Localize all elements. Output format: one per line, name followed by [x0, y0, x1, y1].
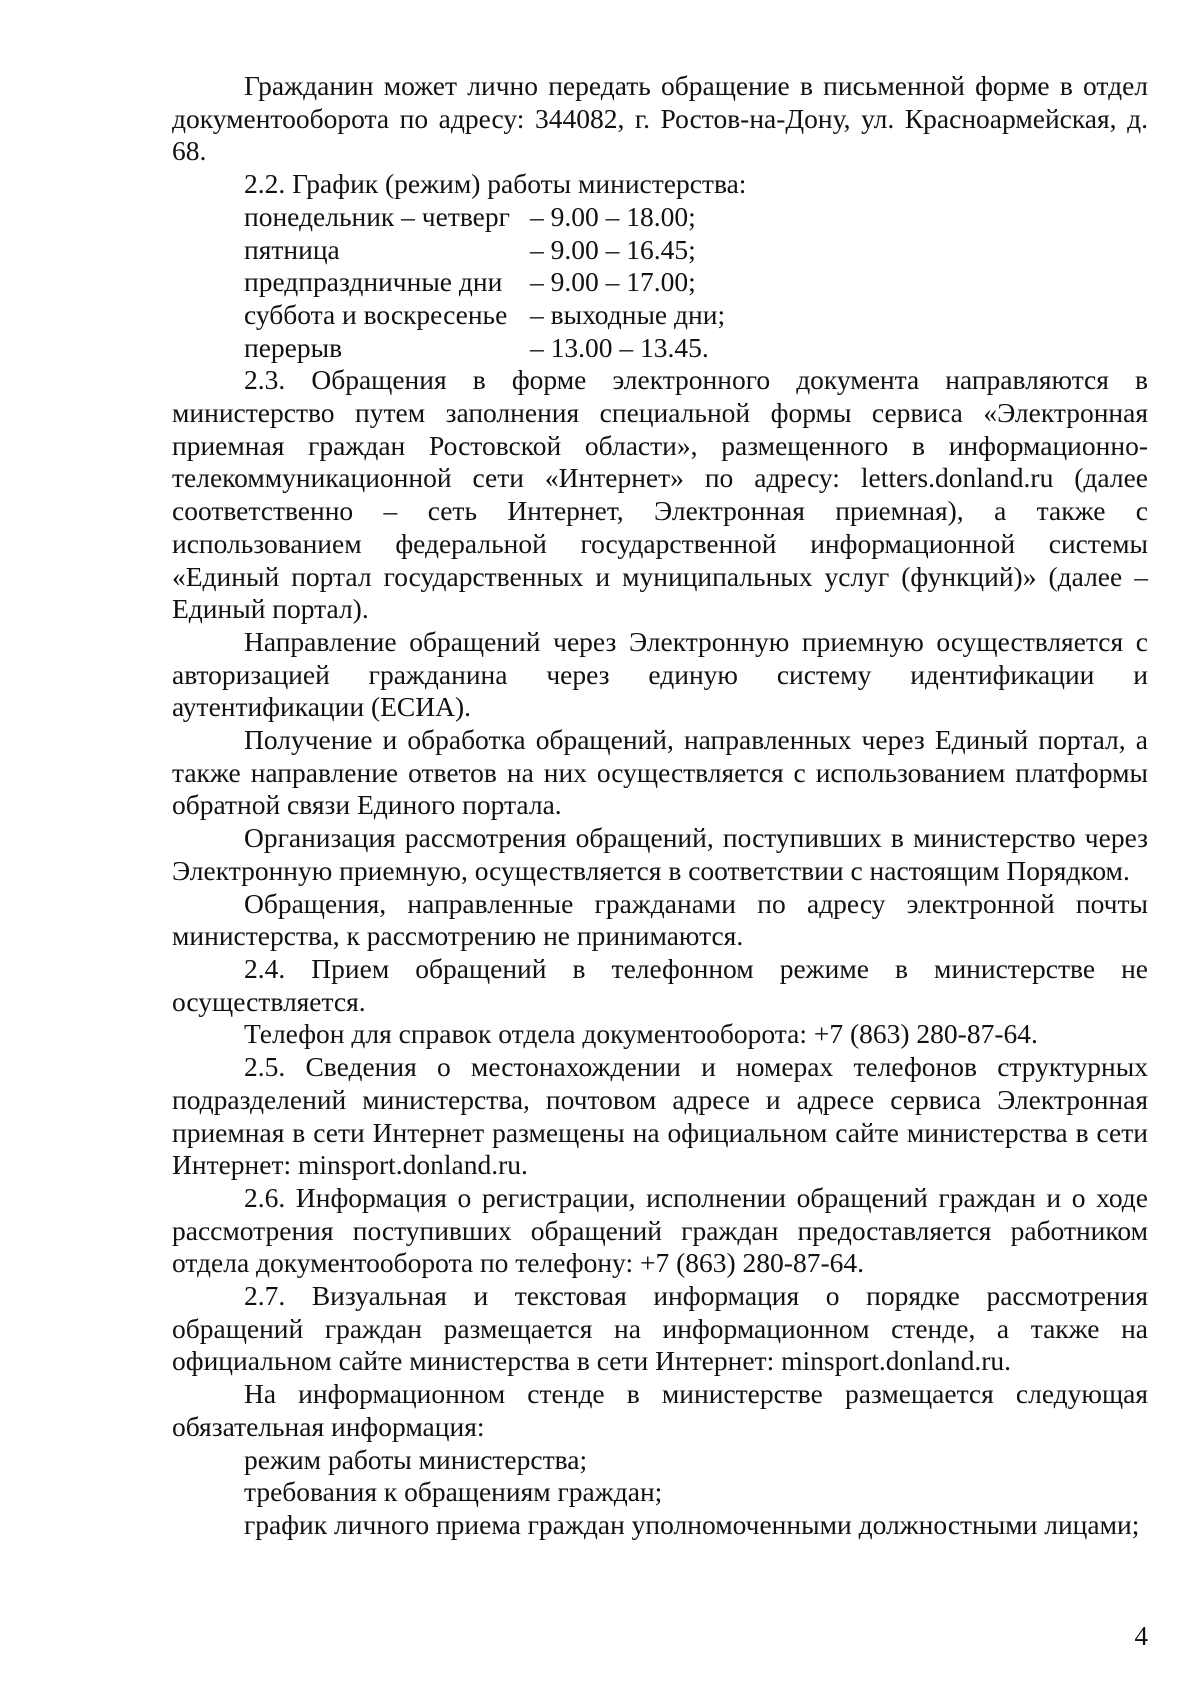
paragraph-2-3-electronic-appeals: 2.3. Обращения в форме электронного документа направляются в министерство путем заполнения специальной формы сервиса «Электронная приемная граждан Ростовской области», размещенного в информационно-телекоммуникационной сети «Интернет» по адресу: letters.donland.ru (далее соответственно – сеть Интернет, Электронная приемная), а также с использованием федеральной государственной информационной системы «Единый портал государственных и муниципальных услуг (функций)» (далее – Единый портал). [172, 364, 1148, 625]
paragraph-reference-phone: Телефон для справок отдела документооборота: +7 (863) 280-87-64. [244, 1018, 1038, 1050]
paragraph-unified-portal-processing: Получение и обработка обращений, направленных через Единый портал, а также направление ответов на них осуществляется с использованием платформы обратной связи Единого портала. [172, 724, 1148, 821]
paragraph-esia-authorization: Направление обращений через Электронную приемную осуществляется с авторизацией гражданина через единую систему идентификации и аутентификации (ЕСИА). [172, 625, 1148, 723]
schedule-row [244, 332, 1148, 365]
schedule-time: – выходные дни; [530, 298, 726, 330]
list-item-reception-schedule: график личного приема граждан уполномоченными должностными лицами; [244, 1508, 1140, 1540]
schedule-row [244, 266, 1148, 299]
paragraph-schedule-heading: 2.2. График (режим) работы министерства: [244, 168, 747, 200]
schedule-day: пятница [244, 233, 340, 265]
list-item-requirements: требования к обращениям граждан; [244, 1476, 663, 1508]
paragraph-info-stand: На информационном стенде в министерстве размещается следующая обязательная информация: [172, 1378, 1148, 1442]
paragraph-review-organization: Организация рассмотрения обращений, поступивших в министерство через Электронную приемную, осуществляется в соответствии с настоящим Порядком. [172, 822, 1148, 886]
paragraph-2-4-phone-reception: 2.4. Прием обращений в телефонном режиме в министерстве не осуществляется. [172, 952, 1148, 1017]
schedule-row [244, 201, 1148, 234]
paragraph-2-7-visual-info: 2.7. Визуальная и текстовая информация о порядке рассмотрения обращений граждан размещается на информационном стенде, а также на официальном сайте министерства в сети Интернет: minsport.donland.ru. [172, 1280, 1148, 1377]
paragraph-email-not-accepted: Обращения, направленные гражданами по адресу электронной почты министерства, к рассмотрению не принимаются. [172, 887, 1148, 952]
document-body [172, 70, 1148, 1542]
paragraph-personal-submission: Гражданин может лично передать обращение в письменной форме в отдел документооборота по адресу: 344082, г. Ростов-на-Дону, ул. Красноармейская, д. 68. [172, 70, 1148, 167]
paragraph-2-5-location-info: 2.5. Сведения о местонахождении и номерах телефонов структурных подразделений министерства, почтовом адресе и адресе сервиса Электронная приемная в сети Интернет размещены на официальном сайте министерства в сети Интернет: minsport.donland.ru. [172, 1051, 1148, 1181]
schedule-day: перерыв [244, 331, 343, 363]
schedule-row [244, 234, 1148, 267]
schedule-time: – 9.00 – 16.45; [530, 233, 696, 265]
schedule-row [244, 299, 1148, 332]
page-number: 4 [1134, 1621, 1148, 1651]
paragraph-2-6-registration-info: 2.6. Информация о регистрации, исполнении обращений граждан и о ходе рассмотрения поступивших обращений граждан предоставляется работником отдела документооборота по телефону: +7 (863) 280-87-64. [172, 1181, 1148, 1279]
schedule-day: понедельник – четверг [244, 200, 510, 232]
list-item-work-mode: режим работы министерства; [244, 1443, 588, 1475]
schedule-time: – 9.00 – 17.00; [530, 266, 696, 298]
schedule-time: – 13.00 – 13.45. [530, 331, 709, 363]
schedule-time: – 9.00 – 18.00; [530, 200, 696, 232]
schedule-day: предпраздничные дни [244, 266, 503, 298]
schedule-day: суббота и воскресенье [244, 298, 508, 330]
work-schedule [172, 201, 1148, 365]
